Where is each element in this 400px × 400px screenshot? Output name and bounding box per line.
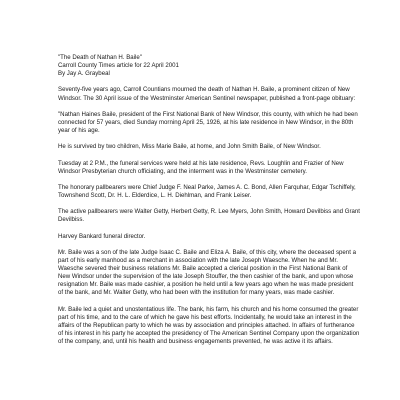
article-header bbox=[58, 54, 360, 78]
paragraph-personal-life: Mr. Baile led a quiet and unostentatious life. The bank, his farm, his church and his home consumed the greater part of his time, and to the care of which he gave his best efforts. Incidentally, he would take an interest in the affairs of the Republican party to which he was by association and principles attached. In affairs of furtherance of his interest in his party he accepted the presidency of The American Sentinel Company upon the organization of the company, and, until his health and business engagements prevented, he was active it its affairs. bbox=[58, 305, 360, 346]
paragraph-funeral-director: Harvey Bankard funeral director. bbox=[58, 232, 146, 240]
paragraph-active-pallbearers: The active pallbearers were Walter Getty, Herbert Getty, R. Lee Myers, John Smith, Howard Devilbiss and Grant Devilbiss. bbox=[58, 208, 360, 224]
paragraph-biography: Mr. Baile was a son of the late Judge Isaac C. Baile and Eliza A. Baile, of this city, where the deceased spent a part of his early manhood as a merchant in association with the late Joseph Waesche. When he and Mr. Waesche severed their business relations Mr. Baile accepted a clerical position in the First National Bank of New Windsor under the supervision of the late Joseph Stouffer, the then cashier of the bank, and upon whose resignation Mr. Baile was made cashier, a position he held until a few years ago when he was made president of the bank, and Mr. Walter Getty, who had been with the institution for many years, was made cashier. bbox=[58, 249, 356, 297]
article-source: Carroll County Times article for 22 April 2001 bbox=[58, 62, 179, 70]
article-title: "The Death of Nathan H. Baile" bbox=[58, 54, 142, 61]
paragraph-intro: Seventy-five years ago, Carroll Countians mourned the death of Nathan H. Baile, a prominent citizen of New Windsor. The 30 April issue of the Westminster American Sentinel newspaper, published a front-page obituary: bbox=[58, 86, 356, 102]
paragraph-obituary-opening: "Nathan Haines Baile, president of the First National Bank of New Windsor, this county, with which he had been connected for 57 years, died Sunday morning April 25, 1926, at his late residence in New Windsor, in the 80th year of his age. bbox=[58, 110, 358, 135]
paragraph-honorary-pallbearers: The honorary pallbearers were Chief Judge F. Neal Parke, James A. C. Bond, Allen Farquhar, Edgar Tschiffely, Townshend Scott, Dr. H. L. Elderdice, L. H. Diehlman, and Frank Leiser. bbox=[58, 183, 356, 200]
paragraph-funeral-services: Tuesday at 2 P.M., the funeral services were held at his late residence, Revs. Loughlin and Frazier of New Windsor Presbyterian church officiating, and the interment was in the Westminster cemetery. bbox=[58, 159, 344, 175]
paragraph-survivors: He is survived by two children, Miss Marie Baile, at home, and John Smith Baile, of New Windsor. bbox=[58, 143, 321, 151]
article-byline: By Jay A. Graybeal bbox=[58, 70, 110, 78]
